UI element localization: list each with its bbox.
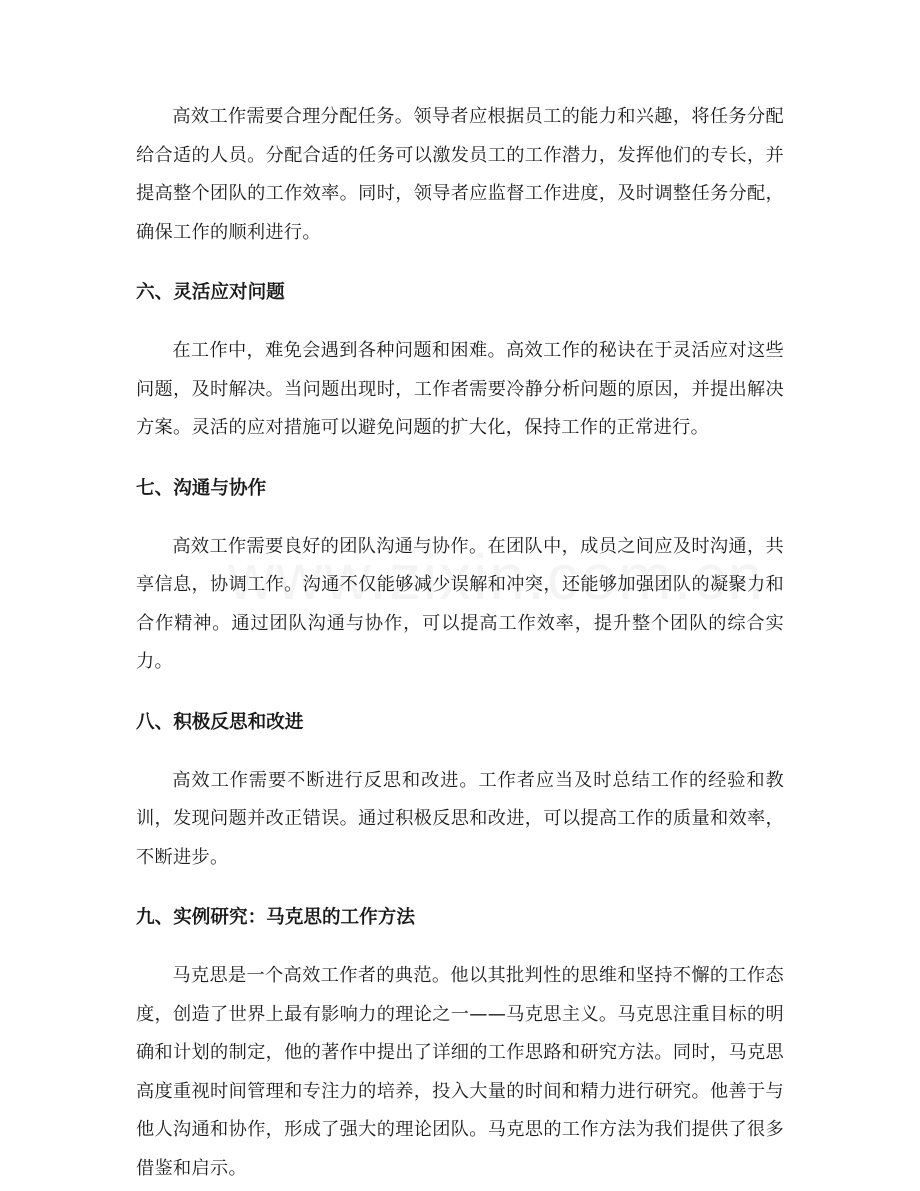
paragraph-reflection: 高效工作需要不断进行反思和改进。工作者应当及时总结工作的经验和教训，发现问题并改正错误。通过积极反思和改进，可以提高工作的质量和效率，不断进步。	[136, 769, 784, 868]
section-heading-9: 九、实例研究：马克思的工作方法	[136, 907, 415, 928]
section-heading-7: 七、沟通与协作	[136, 477, 267, 499]
paragraph-task-allocation: 高效工作需要合理分配任务。领导者应根据员工的能力和兴趣，将任务分配给合适的人员。分配合适的任务可以激发员工的工作潜力，发挥他们的专长，并提高整个团队的工作效率。同时，领导者应监督工作进度，及时调整任务分配，确保工作的顺利进行。	[136, 106, 784, 243]
section-heading-6: 六、灵活应对问题	[136, 282, 285, 303]
section-heading-8: 八、积极反思和改进	[136, 711, 304, 733]
document-body	[136, 98, 784, 1188]
paragraph-marx-case-study: 马克思是一个高效工作者的典范。他以其批判性的思维和坚持不懈的工作态度，创造了世界上最有影响力的理论之一——马克思主义。马克思注重目标的明确和计划的制定，他的著作中提出了详细的工作思路和研究方法。同时，马克思高度重视时间管理和专注力的培养，投入大量的时间和精力进行研究。他善于与他人沟通和协作，形成了强大的理论团队。马克思的工作方法为我们提供了很多借鉴和启示。	[136, 965, 784, 1179]
paragraph-communication: 高效工作需要良好的团队沟通与协作。在团队中，成员之间应及时沟通，共享信息，协调工作。沟通不仅能够减少误解和冲突，还能够加强团队的凝聚力和合作精神。通过团队沟通与协作，可以提高工作效率，提升整个团队的综合实力。	[136, 535, 784, 672]
paragraph-flexible-response: 在工作中，难免会遇到各种问题和困难。高效工作的秘诀在于灵活应对这些问题，及时解决。当问题出现时，工作者需要冷静分析问题的原因，并提出解决方案。灵活的应对措施可以避免问题的扩大化，保持工作的正常进行。	[136, 340, 784, 438]
